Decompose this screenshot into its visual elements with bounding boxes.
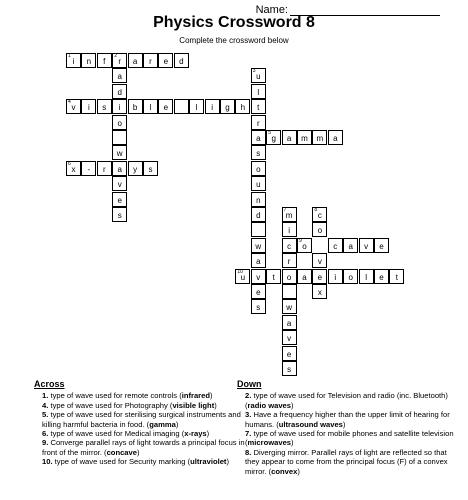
cell-letter: a xyxy=(286,134,292,143)
clue-answer: ultrasound waves xyxy=(278,419,343,429)
cell-letter: e xyxy=(379,241,384,251)
grid-cell[interactable] xyxy=(112,99,127,114)
cell-letter: e xyxy=(286,349,292,359)
clue-number: 10 xyxy=(237,268,243,275)
grid-cell[interactable] xyxy=(128,99,143,114)
grid-cell[interactable] xyxy=(282,315,297,330)
clue-answer: concave xyxy=(106,447,137,457)
cell-letter: a xyxy=(256,134,261,143)
grid-cell[interactable] xyxy=(158,99,173,114)
grid-cell[interactable] xyxy=(112,130,127,145)
page-title: Physics Crossword 8 xyxy=(153,14,315,31)
clue-num: 9. xyxy=(42,438,49,448)
clue-num: 7. xyxy=(245,429,252,439)
cell-letter: m xyxy=(301,134,308,143)
grid-cell[interactable] xyxy=(251,68,266,83)
grid-cell[interactable] xyxy=(359,238,374,253)
across-clue-list xyxy=(34,391,252,467)
clue-num: 8. xyxy=(245,447,252,457)
cell-letter: a xyxy=(256,257,261,267)
clue-answer: microwaves xyxy=(247,438,292,448)
clue-number: 1 xyxy=(68,53,71,59)
cell-letter: t xyxy=(257,103,260,113)
down-clue-list xyxy=(237,391,457,476)
grid-cell[interactable] xyxy=(143,99,158,114)
cell-letter: l xyxy=(149,103,152,113)
cell-letter: o xyxy=(117,118,122,128)
grid-cell[interactable] xyxy=(220,99,235,114)
cell-letter: e xyxy=(117,195,122,205)
clue-num: 3. xyxy=(245,410,252,420)
grid-cell[interactable] xyxy=(189,99,204,114)
cell-letter: t xyxy=(272,272,275,282)
clue-num: 2. xyxy=(245,391,252,401)
cell-letter: a xyxy=(333,134,338,143)
grid-cell[interactable] xyxy=(282,269,297,284)
cell-letter: e xyxy=(379,272,384,282)
cell-letter: i xyxy=(72,57,75,66)
clue-end: ) xyxy=(291,438,294,448)
clue-end: ) xyxy=(136,447,140,457)
grid-cell[interactable] xyxy=(282,222,297,237)
cell-letter: u xyxy=(256,180,261,190)
cell-letter: n xyxy=(256,195,261,205)
grid-cell[interactable] xyxy=(312,130,327,145)
cell-letter: b xyxy=(132,103,138,113)
grid-cell[interactable] xyxy=(66,99,81,114)
cell-letter: a xyxy=(132,57,138,66)
clue-answer: x-rays xyxy=(184,429,207,439)
grid-cell[interactable] xyxy=(251,284,266,299)
grid-cell[interactable] xyxy=(97,53,112,68)
grid-cell[interactable] xyxy=(282,238,297,253)
clue-item xyxy=(34,401,249,410)
grid-cell[interactable] xyxy=(374,269,389,284)
grid-cell[interactable] xyxy=(389,269,404,284)
cell-letter: i xyxy=(88,103,90,113)
cell-letter: v xyxy=(117,180,122,190)
grid-cell[interactable] xyxy=(297,269,312,284)
clue-text: type of wave used for Photography ( xyxy=(48,400,173,410)
grid-cell[interactable] xyxy=(251,253,266,268)
cell-letter: d xyxy=(117,87,122,97)
clue-end: ) xyxy=(206,429,210,439)
cell-letter: l xyxy=(195,103,198,113)
grid-cell[interactable] xyxy=(328,130,343,145)
grid-cell[interactable] xyxy=(312,284,327,299)
grid-cell[interactable] xyxy=(343,269,358,284)
clue-end: ) xyxy=(214,400,217,410)
grid-cell[interactable] xyxy=(266,269,281,284)
cell-letter: r xyxy=(118,57,122,66)
clue-number: 5 xyxy=(268,130,271,136)
page-subtitle: Complete the crossword below xyxy=(179,36,289,45)
grid-cell[interactable] xyxy=(328,238,343,253)
clue-num: 6. xyxy=(42,429,49,439)
grid-cell[interactable] xyxy=(251,222,266,237)
grid-cell[interactable] xyxy=(251,115,266,130)
grid-cell[interactable] xyxy=(112,145,127,160)
cell-letter: a xyxy=(302,272,307,282)
cell-letter: e xyxy=(163,57,169,66)
grid-cell[interactable] xyxy=(282,253,297,268)
grid-cell[interactable] xyxy=(312,207,327,222)
clue-text: type of wave used for Television and radio (inc. Bluetooth) ( xyxy=(245,391,448,410)
cell-letter: r xyxy=(149,57,152,66)
grid-cell[interactable] xyxy=(297,238,312,253)
grid-cell[interactable] xyxy=(282,346,297,361)
cell-letter: o xyxy=(302,241,307,251)
grid-cell[interactable] xyxy=(143,53,158,68)
grid-cell[interactable] xyxy=(112,84,127,99)
grid-cell[interactable] xyxy=(251,299,266,314)
clue-item xyxy=(237,391,457,410)
cell-letter: i xyxy=(334,272,337,282)
cell-letter: i xyxy=(118,103,121,113)
down-heading: Down xyxy=(237,379,262,389)
grid-cell[interactable] xyxy=(312,253,327,268)
cell-letter: o xyxy=(286,272,292,282)
cell-letter: t xyxy=(395,272,398,282)
cell-letter: o xyxy=(348,272,353,282)
clue-item xyxy=(237,429,457,448)
cell-letter: s xyxy=(256,149,261,159)
clue-item xyxy=(34,410,252,429)
clue-num: 4. xyxy=(42,400,49,410)
cell-letter: g xyxy=(225,103,230,113)
clue-number: 6 xyxy=(68,160,71,167)
grid-cell[interactable] xyxy=(251,99,266,114)
clue-end: ) xyxy=(210,391,213,401)
cell-letter: h xyxy=(240,103,246,113)
grid-cell[interactable] xyxy=(312,269,327,284)
grid-cell[interactable] xyxy=(251,84,266,99)
cell-letter: s xyxy=(256,303,261,313)
grid-cell[interactable] xyxy=(282,299,297,314)
clue-end: ) xyxy=(226,457,229,467)
grid-cell[interactable] xyxy=(112,115,127,130)
grid-cell[interactable] xyxy=(112,192,127,207)
cell-letter: v xyxy=(287,334,292,344)
clue-number: 7 xyxy=(283,207,287,213)
grid-cell[interactable] xyxy=(251,269,266,284)
clue-text: type of wave used for sterilising surgical instruments and killing harmful bacteria in food. ( xyxy=(42,410,241,429)
grid-cell[interactable] xyxy=(128,161,143,176)
grid-cell[interactable] xyxy=(282,284,297,299)
cell-letter: v xyxy=(317,257,322,267)
clue-answer: gamma xyxy=(149,419,176,429)
grid-cell[interactable] xyxy=(266,130,281,145)
grid-cell[interactable] xyxy=(112,176,127,191)
clue-answer: convex xyxy=(271,466,298,476)
grid-cell[interactable] xyxy=(97,99,112,114)
grid-cell[interactable] xyxy=(251,145,266,160)
cell-letter: v xyxy=(71,103,76,113)
cell-letter: - xyxy=(87,164,91,174)
grid-cell[interactable] xyxy=(235,269,250,284)
cell-letter: s xyxy=(102,103,107,113)
cell-letter: f xyxy=(103,57,106,66)
across-heading: Across xyxy=(34,379,65,389)
grid-cell[interactable] xyxy=(235,99,250,114)
grid-cell[interactable] xyxy=(174,53,189,68)
clue-answer: ultraviolet xyxy=(190,457,227,467)
clue-number: 3 xyxy=(252,68,256,75)
grid-cell[interactable] xyxy=(174,99,189,114)
cell-letter: e xyxy=(163,103,169,113)
cell-letter: o xyxy=(317,226,323,236)
clue-number: 8 xyxy=(314,207,318,213)
cell-letter: r xyxy=(102,164,106,174)
grid-cell[interactable] xyxy=(282,130,297,145)
clue-item xyxy=(34,429,252,439)
grid-cell[interactable] xyxy=(297,130,312,145)
clue-text: Converge parallel rays of light towards a principal focus in front of the mirror. ( xyxy=(42,438,245,457)
grid-cell[interactable] xyxy=(282,207,297,222)
grid-cell[interactable] xyxy=(328,269,343,284)
cell-letter: o xyxy=(256,164,261,174)
cell-letter: u xyxy=(240,272,246,282)
cell-letter: i xyxy=(211,103,213,113)
cell-letter: c xyxy=(287,241,292,251)
grid-cell[interactable] xyxy=(251,130,266,145)
cell-letter: m xyxy=(285,211,293,220)
clue-answer: visible light xyxy=(172,400,215,410)
cell-letter: y xyxy=(133,164,138,174)
clue-item xyxy=(34,457,249,466)
cell-letter: e xyxy=(317,272,323,282)
cell-letter: a xyxy=(286,318,292,328)
cell-letter: v xyxy=(256,272,261,282)
grid-cell[interactable] xyxy=(112,161,127,176)
cell-letter: a xyxy=(117,164,122,174)
grid-cell[interactable] xyxy=(251,176,266,191)
grid-cell[interactable] xyxy=(112,207,127,222)
cell-letter: r xyxy=(256,118,260,128)
clue-end: ) xyxy=(342,419,346,429)
grid-cell[interactable] xyxy=(81,161,96,176)
clue-text: type of wave used for Medical imaging ( xyxy=(48,429,185,439)
clue-end: ) xyxy=(291,400,294,410)
grid-cell[interactable] xyxy=(81,53,96,68)
clue-item xyxy=(237,410,457,429)
cell-letter: d xyxy=(179,57,184,66)
grid-cell[interactable] xyxy=(205,99,220,114)
clue-num: 5. xyxy=(42,410,49,420)
cell-letter: d xyxy=(256,211,261,220)
grid-cell[interactable] xyxy=(158,53,173,68)
cell-letter: l xyxy=(365,272,367,282)
cell-letter: l xyxy=(257,87,260,97)
grid-cell[interactable] xyxy=(282,361,297,376)
clue-item xyxy=(34,391,252,401)
cell-letter: v xyxy=(364,241,369,251)
cell-letter: x xyxy=(71,164,76,174)
cell-letter: a xyxy=(348,241,353,251)
grid-cell[interactable] xyxy=(112,68,127,83)
grid-cell[interactable] xyxy=(112,53,127,68)
cell-letter: s xyxy=(117,211,122,220)
cell-letter: g xyxy=(271,134,276,143)
grid-cell[interactable] xyxy=(251,238,266,253)
grid-cell[interactable] xyxy=(251,207,266,222)
cell-letter: w xyxy=(286,303,292,313)
clue-answer: infrared xyxy=(181,391,210,401)
grid-cell[interactable] xyxy=(343,238,358,253)
cell-letter: c xyxy=(333,241,338,251)
grid-cell[interactable] xyxy=(251,161,266,176)
cell-letter: r xyxy=(287,257,291,267)
clue-end: ) xyxy=(297,466,300,476)
clue-text: type of wave used for mobile phones and satellite television ( xyxy=(245,429,454,448)
grid-cell[interactable] xyxy=(66,161,81,176)
clue-text: Diverging mirror. Parallel rays of light are reflected so that they appear to come from the principal focus (F) of a convex mirror. ( xyxy=(245,447,448,476)
down-clues xyxy=(237,380,457,476)
cell-letter: m xyxy=(316,134,324,143)
grid-cell[interactable] xyxy=(359,269,374,284)
clue-text: Have a frequency higher than the upper limit of hearing for humans. ( xyxy=(245,410,450,429)
grid-cell[interactable] xyxy=(128,53,143,68)
cell-letter: a xyxy=(117,72,122,82)
cell-letter: s xyxy=(287,365,292,374)
clue-num: 10. xyxy=(42,457,53,467)
grid-cell[interactable] xyxy=(97,161,112,176)
cell-letter: w xyxy=(255,241,262,251)
cell-letter: n xyxy=(86,57,92,66)
grid-cell[interactable] xyxy=(374,238,389,253)
clue-item xyxy=(237,448,457,476)
grid-cell[interactable] xyxy=(251,192,266,207)
grid-cell[interactable] xyxy=(282,330,297,345)
clue-end: ) xyxy=(175,419,179,429)
name-label: Name: xyxy=(255,4,288,16)
grid-cell[interactable] xyxy=(81,99,96,114)
cell-letter: s xyxy=(148,164,153,174)
clue-answer: radio waves xyxy=(247,400,292,410)
grid-cell[interactable] xyxy=(66,53,81,68)
clue-number: 4 xyxy=(68,99,71,106)
grid-cell[interactable] xyxy=(312,222,327,237)
clue-number: 2 xyxy=(114,53,117,59)
clue-text: type of wave used for Security marking ( xyxy=(52,457,191,467)
cell-letter: x xyxy=(317,288,322,297)
clue-text: type of wave used for remote controls ( xyxy=(48,391,182,401)
cell-letter: u xyxy=(256,72,261,82)
cell-letter: c xyxy=(317,211,322,220)
cell-letter: i xyxy=(288,226,290,236)
clue-num: 1. xyxy=(42,391,49,401)
grid-cell[interactable] xyxy=(143,161,158,176)
clue-number: 9 xyxy=(299,237,302,244)
cell-letter: w xyxy=(116,149,123,159)
cell-letter: e xyxy=(256,288,261,297)
clue-item xyxy=(34,438,252,457)
